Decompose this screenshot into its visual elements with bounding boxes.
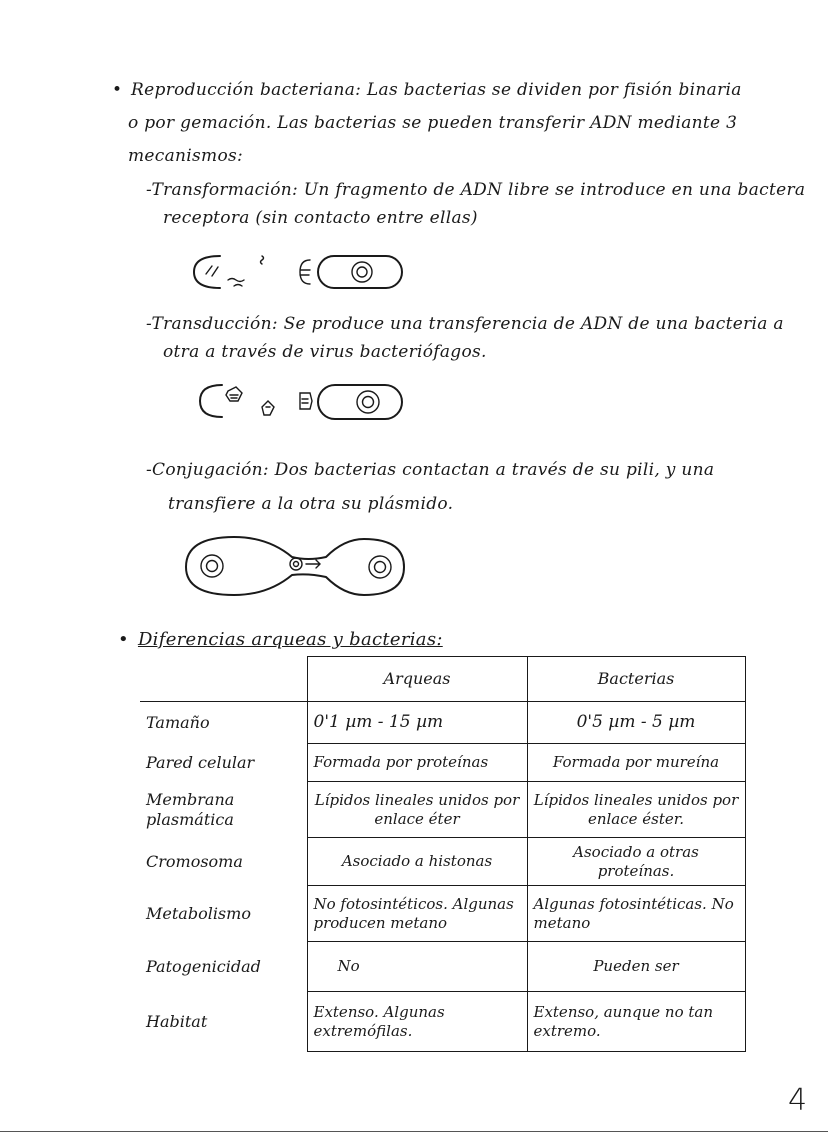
mechanism-transduction-line2: otra a través de virus bacteriófagos. [163, 342, 487, 362]
table-row [140, 992, 745, 1052]
mechanism-transformation-line1: -Transformación: Un fragmento de ADN libre se introduce en una bactera [146, 180, 806, 200]
mechanism-transduction-line1: -Transducción: Se produce una transferencia de ADN de una bacteria a [146, 314, 784, 334]
footer-rule [0, 1131, 828, 1132]
reproduction-text-line2: o por gemación. Las bacterias se pueden transferir ADN mediante 3 [128, 113, 738, 133]
row-label: Membrana plasmática [140, 782, 307, 838]
mechanism-conjugation-name: Conjugación: [152, 460, 269, 480]
mechanism-transformation-line2: receptora (sin contacto entre ellas) [163, 208, 478, 228]
table-row [140, 886, 745, 942]
mechanism-transformation-name: Transformación: [151, 180, 299, 200]
differences-table [140, 656, 746, 1052]
header-arqueas: Arqueas [307, 657, 527, 702]
row-label: Tamaño [140, 702, 307, 744]
reproduction-heading-line [112, 80, 742, 100]
conjugation-diagram [184, 533, 414, 603]
cell-arqueas: No fotosintéticos. Algunas producen metano [307, 886, 527, 942]
cell-arqueas: Asociado a histonas [307, 838, 527, 886]
cell-bacterias: 0'5 µm - 5 µm [527, 702, 745, 744]
row-label: Patogenicidad [140, 942, 307, 992]
cell-bacterias: Extenso, aunque no tan extremo. [527, 992, 745, 1052]
header-bacterias: Bacterias [527, 657, 745, 702]
table-header-row [140, 657, 745, 702]
table-row [140, 702, 745, 744]
cell-arqueas: 0'1 µm - 15 µm [307, 702, 527, 744]
table-row [140, 942, 745, 992]
cell-bacterias: Pueden ser [527, 942, 745, 992]
row-label: Habitat [140, 992, 307, 1052]
cell-bacterias: Lípidos lineales unidos por enlace éster. [527, 782, 745, 838]
differences-title-text: Diferencias arqueas y bacterias: [137, 629, 443, 650]
mechanism-transduction-name: Transducción: [151, 314, 278, 334]
table-row [140, 782, 745, 838]
page-number: 4 [788, 1083, 808, 1118]
reproduction-text-line3: mecanismos: [128, 146, 244, 166]
reproduction-text-line1: Las bacterias se dividen por fisión binaria [366, 80, 742, 100]
cell-arqueas: Extenso. Algunas extremófilas. [307, 992, 527, 1052]
mechanism-conjugation-text1: Dos bacterias contactan a través de su pili, y una [274, 460, 715, 480]
cell-arqueas: No [307, 942, 527, 992]
cell-bacterias: Asociado a otras proteínas. [527, 838, 745, 886]
cell-bacterias: Formada por mureína [527, 744, 745, 782]
differences-title [118, 629, 443, 650]
mechanism-conjugation-line1: -Conjugación: Dos bacterias contactan a través de su pili, y una [146, 460, 715, 480]
row-label: Pared celular [140, 744, 307, 782]
transformation-diagram [190, 250, 420, 300]
cell-arqueas: Lípidos lineales unidos por enlace éter [307, 782, 527, 838]
transduction-diagram [196, 381, 426, 431]
cell-bacterias: Algunas fotosintéticas. No metano [527, 886, 745, 942]
table-row [140, 744, 745, 782]
mechanism-transduction-text1: Se produce una transferencia de ADN de una bacteria a [283, 314, 784, 334]
mechanism-transformation-text1: Un fragmento de ADN libre se introduce en una bactera [303, 180, 806, 200]
row-label: Metabolismo [140, 886, 307, 942]
table-row [140, 838, 745, 886]
row-label: Cromosoma [140, 838, 307, 886]
mechanism-conjugation-line2: transfiere a la otra su plásmido. [168, 494, 454, 514]
reproduction-title: Reproducción bacteriana: [131, 80, 362, 100]
cell-arqueas: Formada por proteínas [307, 744, 527, 782]
